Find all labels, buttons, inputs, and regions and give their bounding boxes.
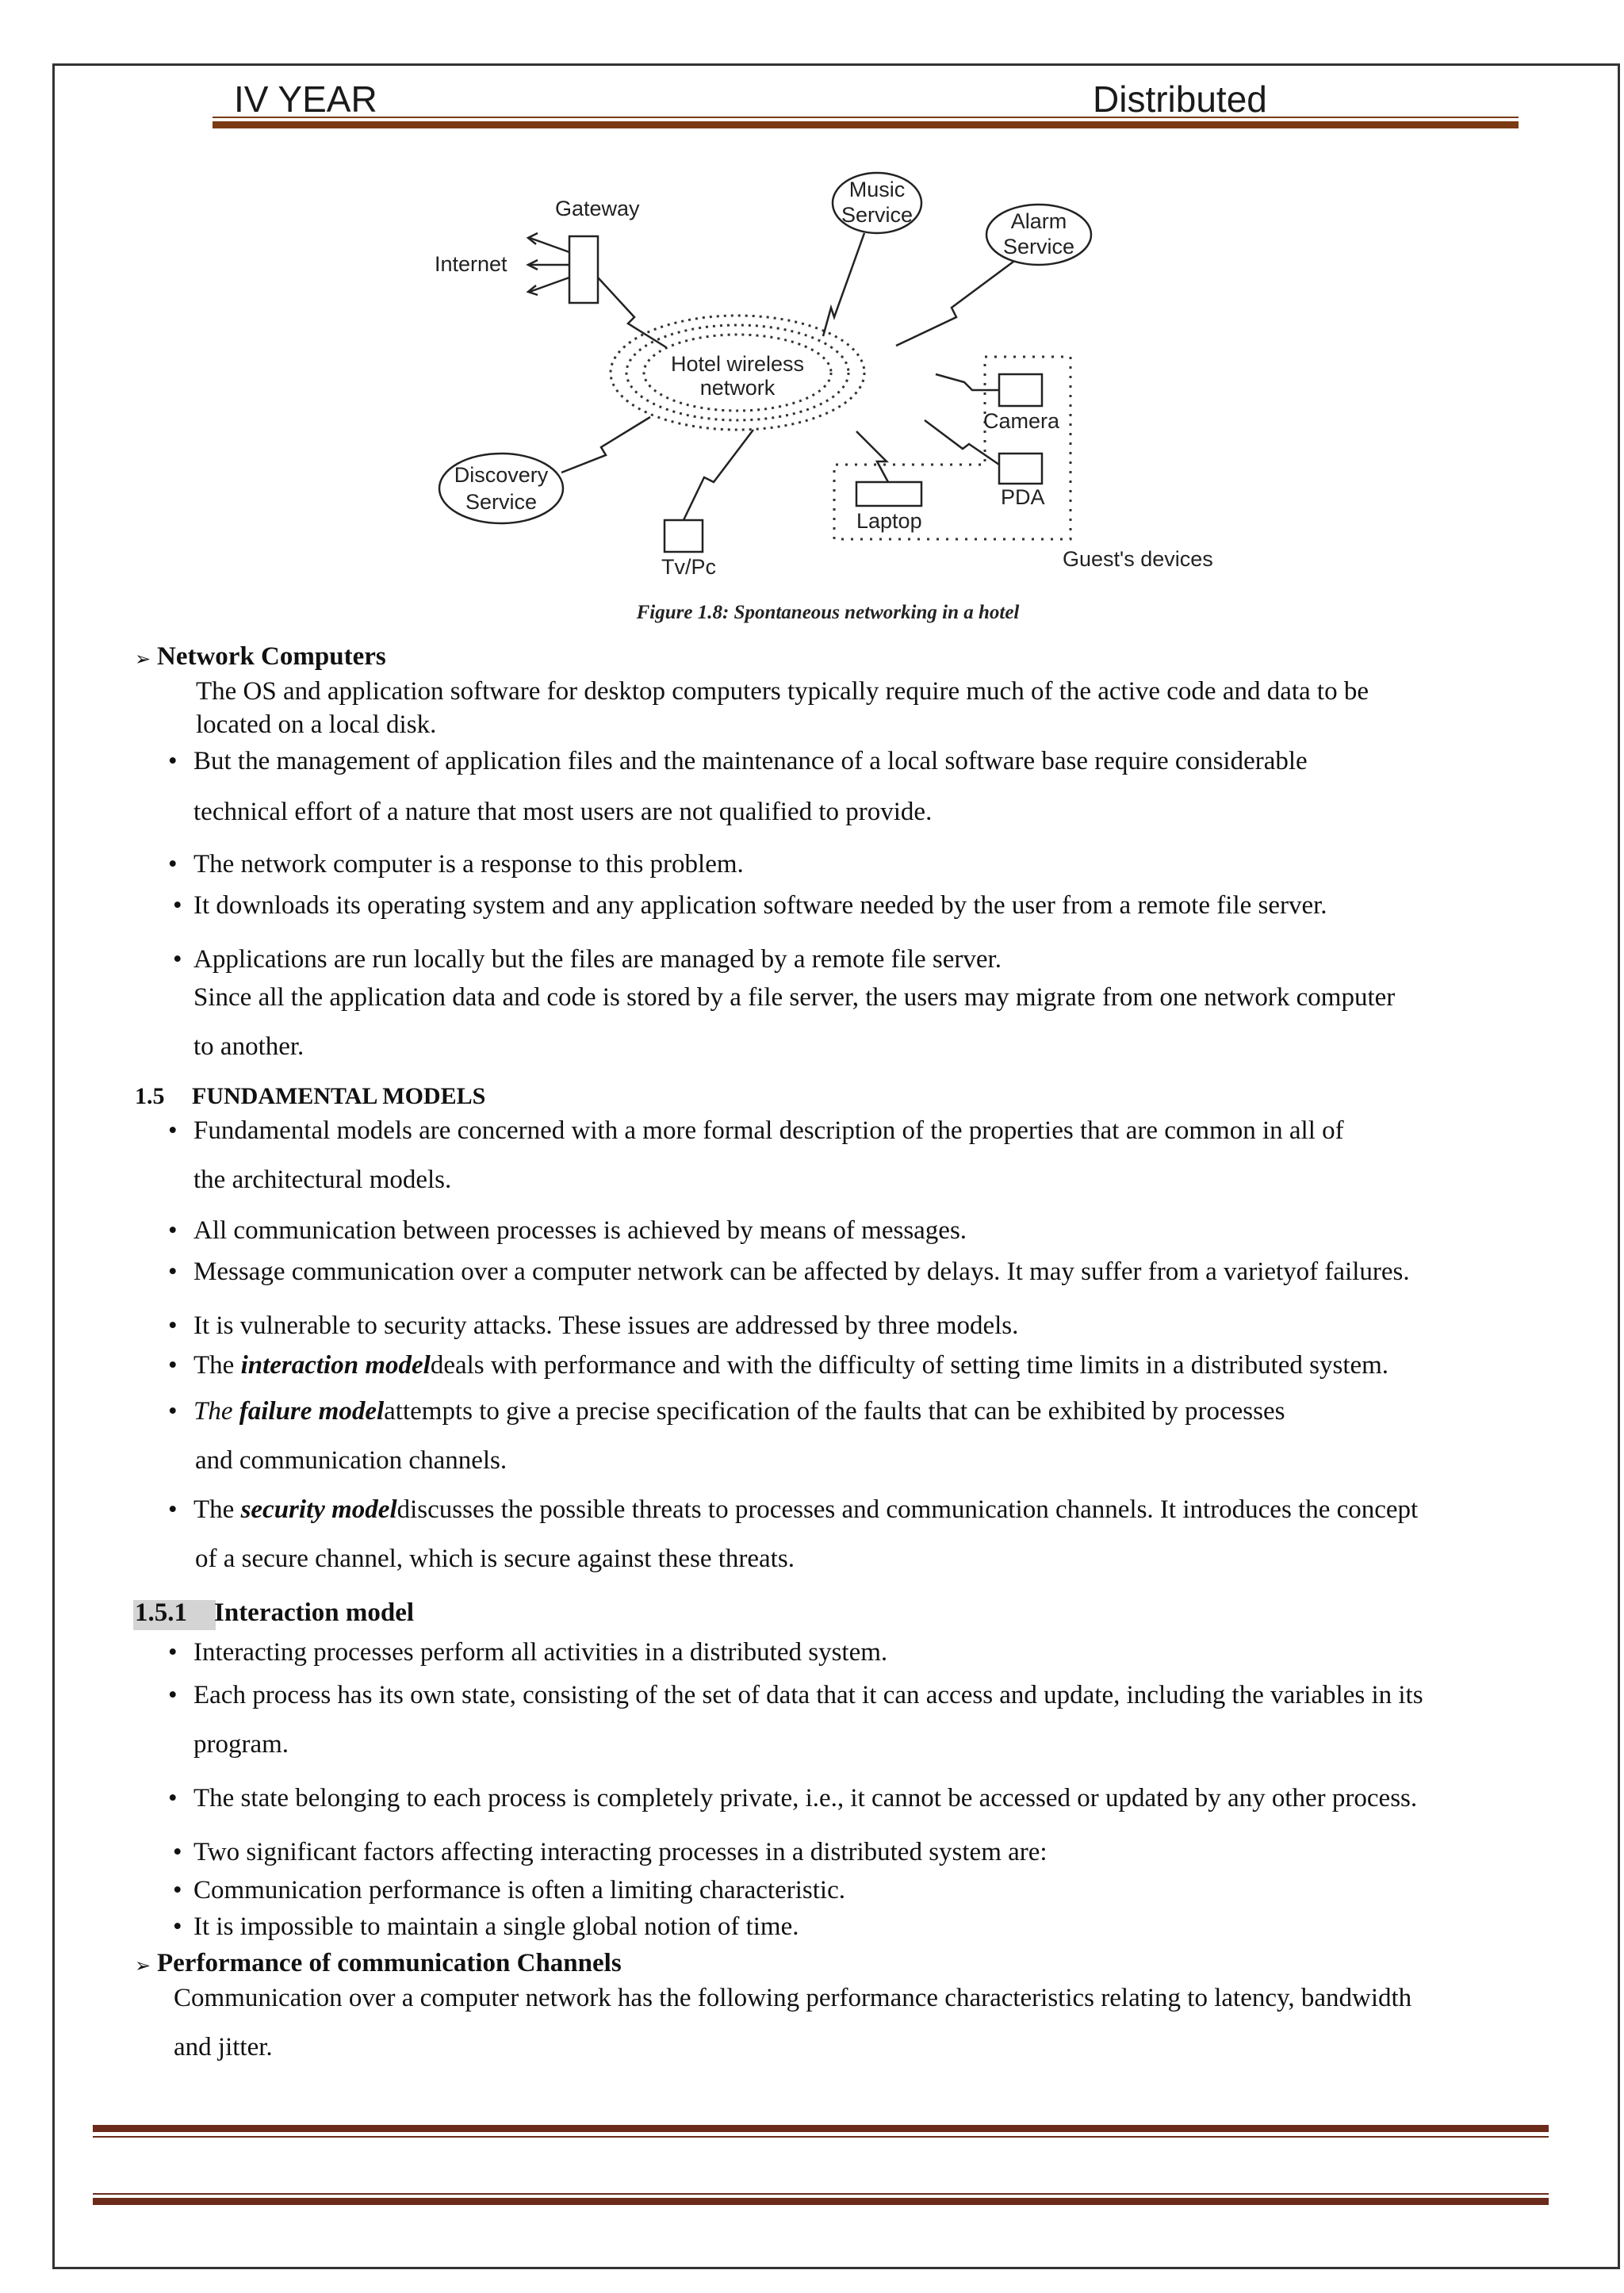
network-computers-intro: The OS and application software for desktop computers typically require much of the active code and data to be	[196, 677, 1369, 706]
bullet-icon: •	[168, 1784, 178, 1813]
network-label: Hotel wireless	[670, 352, 805, 376]
bullet-icon: •	[168, 1116, 178, 1145]
performance-text-cont: and jitter.	[174, 2033, 273, 2061]
list-item-cont: technical effort of a nature that most users are not qualified to provide.	[193, 798, 933, 826]
list-item-cont: of a secure channel, which is secure against these threats.	[195, 1545, 795, 1573]
bullet-icon: •	[168, 1311, 178, 1340]
footer-rule-thick-2	[93, 2198, 1549, 2205]
list-item: But the management of application files and the maintenance of a local software base require considerable	[193, 747, 1308, 775]
bullet-icon: •	[168, 850, 178, 879]
network-computers-heading: Network Computers	[157, 642, 386, 671]
svg-text:Tv/Pc: Tv/Pc	[661, 555, 717, 579]
figure-caption: Figure 1.8: Spontaneous networking in a hotel	[636, 602, 1020, 623]
performance-text: Communication over a computer network has the following performance characteristics relating to latency, bandwidth	[174, 1984, 1412, 2012]
bullet-icon: •	[173, 1876, 182, 1904]
header-year: IV YEAR	[234, 81, 377, 116]
footer-rule-thin	[93, 2136, 1549, 2138]
gateway-label: Gateway	[555, 197, 640, 220]
bullet-icon: •	[173, 1912, 182, 1941]
bullet-icon: •	[168, 1681, 178, 1709]
list-item-cont: the architectural models.	[193, 1166, 452, 1194]
svg-text:Service: Service	[1002, 235, 1075, 258]
bullet-icon: •	[173, 945, 182, 974]
svg-text:Laptop: Laptop	[856, 509, 922, 533]
list-item: It is impossible to maintain a single global notion of time.	[193, 1912, 799, 1941]
svg-text:Guest's devices: Guest's devices	[1063, 547, 1213, 571]
network-computers-closing-cont: to another.	[193, 1032, 304, 1061]
list-item: Two significant factors affecting interacting processes in a distributed system are:	[193, 1838, 1048, 1866]
bullet-icon: •	[168, 1495, 178, 1524]
list-item: Applications are run locally but the files are managed by a remote file server.	[193, 945, 1002, 974]
failure-model-item: The failure modelattempts to give a precise specification of the faults that can be exhibited by processes	[193, 1397, 1285, 1426]
network-computers-intro-cont: located on a local disk.	[196, 710, 437, 739]
svg-text:Discovery: Discovery	[454, 463, 549, 487]
interaction-model-item: The interaction modeldeals with performance and with the difficulty of setting time limits in a distributed system.	[193, 1351, 1389, 1380]
section-title: FUNDAMENTAL MODELS	[192, 1083, 486, 1109]
list-item: Fundamental models are concerned with a more formal description of the properties that are common in all of	[193, 1116, 1344, 1145]
internet-label: Internet	[435, 252, 508, 276]
list-item: Interacting processes perform all activities in a distributed system.	[193, 1638, 888, 1667]
subsection-number: 1.5.1	[135, 1598, 187, 1627]
bullet-icon: •	[168, 1351, 178, 1380]
svg-text:Service: Service	[841, 203, 914, 227]
footer-rule-thin-2	[93, 2193, 1549, 2195]
footer-rule-thick	[93, 2125, 1549, 2132]
list-item: Communication performance is often a limiting characteristic.	[193, 1876, 845, 1904]
list-item: It is vulnerable to security attacks. These issues are addressed by three models.	[193, 1311, 1019, 1340]
list-item: It downloads its operating system and any application software needed by the user from a remote file server.	[193, 891, 1327, 920]
list-item: The network computer is a response to this problem.	[193, 850, 744, 879]
bullet-icon: •	[168, 747, 178, 775]
svg-text:Alarm: Alarm	[1010, 209, 1067, 233]
subsection-title: Interaction model	[214, 1598, 415, 1627]
list-item: All communication between processes is achieved by means of messages.	[193, 1216, 967, 1245]
network-computers-closing: Since all the application data and code is stored by a file server, the users may migrate from one network computer	[193, 983, 1396, 1012]
arrow-bullet-icon: ➢	[135, 1956, 151, 1977]
list-item-cont: and communication channels.	[195, 1446, 508, 1475]
bullet-icon: •	[168, 1397, 178, 1426]
bullet-icon: •	[168, 1258, 178, 1286]
list-item: Each process has its own state, consisting of the set of data that it can access and update, including the variables in its	[193, 1681, 1423, 1709]
security-model-item: The security modeldiscusses the possible threats to processes and communication channels. It introduces the concept	[193, 1495, 1419, 1524]
arrow-bullet-icon: ➢	[135, 649, 151, 670]
bullet-icon: •	[173, 1838, 182, 1866]
network-label-2: network	[699, 376, 776, 400]
svg-text:PDA: PDA	[1001, 485, 1045, 509]
svg-text:Camera: Camera	[983, 409, 1060, 433]
bullet-icon: •	[168, 1638, 178, 1667]
svg-text:Music: Music	[848, 178, 906, 201]
svg-text:Service: Service	[465, 490, 538, 514]
bullet-icon: •	[168, 1216, 178, 1245]
performance-heading: Performance of communication Channels	[157, 1949, 622, 1977]
list-item: Message communication over a computer network can be affected by delays. It may suffer from a varietyof failures.	[193, 1258, 1410, 1286]
section-number: 1.5	[135, 1083, 165, 1109]
list-item-cont: program.	[193, 1730, 289, 1759]
header-subject: Distributed	[1093, 81, 1267, 116]
list-item: The state belonging to each process is completely private, i.e., it cannot be accessed or updated by any other process.	[193, 1784, 1418, 1813]
bullet-icon: •	[173, 891, 182, 920]
